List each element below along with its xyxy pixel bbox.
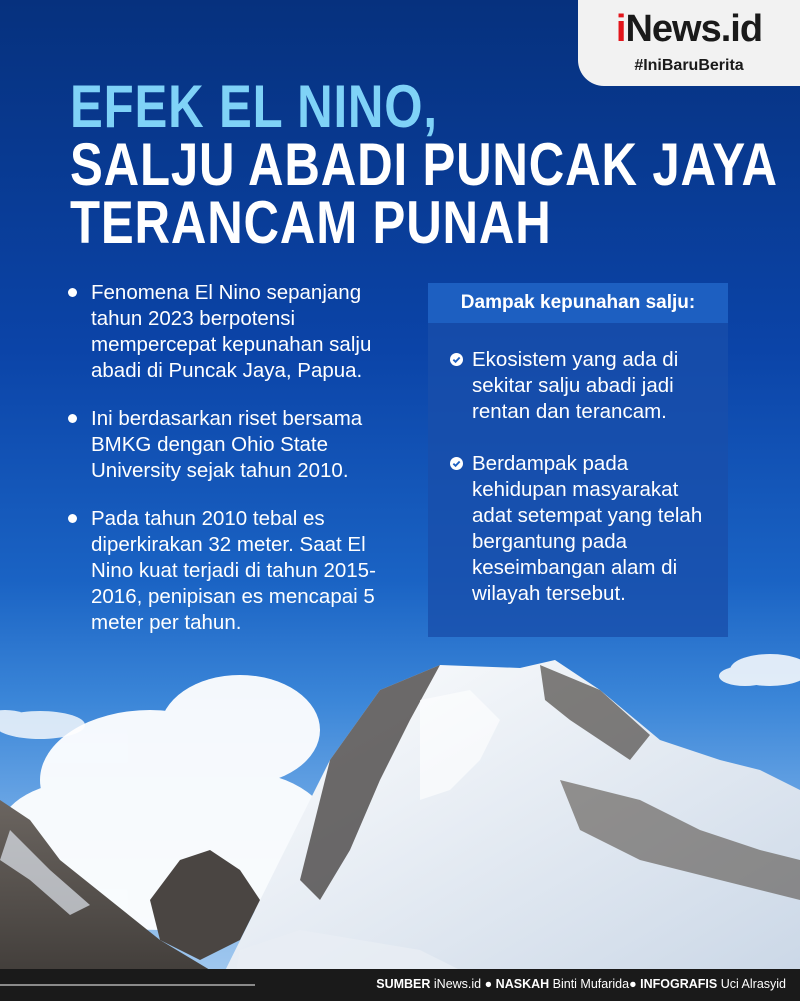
impact-item: Ekosistem yang ada di sekitar salju abadi jadi rentan dan terancam. xyxy=(450,347,720,425)
logo-tagline: #IniBaruBerita xyxy=(634,57,744,74)
logo-wordmark: iNews.id xyxy=(615,8,763,50)
check-circle-icon xyxy=(450,457,463,470)
impact-item: Berdampak pada kehidupan masyarakat adat setempat yang telah bergantung pada keseimbangan alam di wilayah tersebut. xyxy=(450,451,720,607)
check-circle-icon xyxy=(450,353,463,366)
fact-item: Fenomena El Nino sepanjang tahun 2023 berpotensi mempercepat kepunahan salju abadi di Puncak Jaya, Papua. xyxy=(66,280,396,384)
credits-footer xyxy=(0,969,800,1001)
impact-heading: Dampak kepunahan salju: xyxy=(428,283,728,323)
cloud-right xyxy=(719,654,800,686)
title-line-1: EFEK EL NINO, xyxy=(70,73,438,140)
title-line-2: SALJU ABADI PUNCAK JAYA xyxy=(70,131,778,198)
fact-item: Ini berdasarkan riset bersama BMKG dengan Ohio State University sejak tahun 2010. xyxy=(66,406,396,484)
impact-list xyxy=(450,347,720,633)
inews-logo xyxy=(578,0,800,86)
bullet-dot-icon xyxy=(68,514,77,523)
cloud-small-left xyxy=(0,710,85,739)
fact-item: Pada tahun 2010 tebal es diperkirakan 32 meter. Saat El Nino kuat terjadi di tahun 2015-2016, penipisan es mencapai 5 meter per tahun. xyxy=(66,506,396,636)
footer-credits: SUMBER iNews.id ● NASKAH Binti Mufarida● INFOGRAFIS Uci Alrasyid xyxy=(376,977,786,991)
bullet-dot-icon xyxy=(68,288,77,297)
bullet-dot-icon xyxy=(68,414,77,423)
page-title xyxy=(70,73,778,256)
title-line-3: TERANCAM PUNAH xyxy=(70,189,552,256)
facts-list xyxy=(66,280,396,658)
footer-divider xyxy=(0,984,255,986)
impact-panel xyxy=(428,283,728,637)
